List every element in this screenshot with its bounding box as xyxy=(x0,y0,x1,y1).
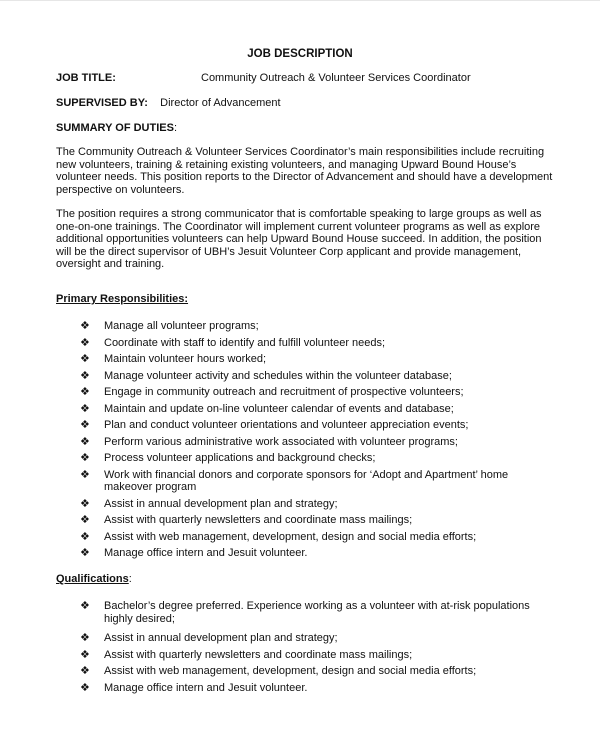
list-item: ❖ Work with financial donors and corporate sponsors for ‘Adopt and Apartment’ home makeover program xyxy=(80,467,509,493)
summary-colon: : xyxy=(173,122,178,134)
diamond-bullet-icon: ❖ xyxy=(80,467,90,481)
job-title-row xyxy=(56,72,116,85)
diamond-bullet-icon: ❖ xyxy=(80,352,90,365)
diamond-bullet-icon: ❖ xyxy=(80,599,90,612)
diamond-bullet-icon: ❖ xyxy=(80,418,90,431)
job-title-label: JOB TITLE: xyxy=(56,72,116,84)
diamond-bullet-icon: ❖ xyxy=(80,451,90,464)
list-item: ❖ Plan and conduct volunteer orientations and volunteer appreciation events; xyxy=(80,418,469,431)
diamond-bullet-icon: ❖ xyxy=(80,335,90,349)
supervised-by-value: Director of Advancement xyxy=(160,97,281,109)
list-item: ❖ Bachelor’s degree preferred. Experience working as a volunteer with at-risk populations highly desired; xyxy=(80,599,530,625)
diamond-bullet-icon: ❖ xyxy=(80,385,90,398)
list-item: ❖ Perform various administrative work associated with volunteer programs; xyxy=(80,434,458,448)
list-item: ❖ Assist with quarterly newsletters and coordinate mass mailings; xyxy=(80,647,413,661)
diamond-bullet-icon: ❖ xyxy=(80,546,90,559)
diamond-bullet-icon: ❖ xyxy=(80,434,90,448)
list-item: ❖ Maintain volunteer hours worked; xyxy=(80,352,267,365)
qualifications-colon: : xyxy=(128,573,132,585)
diamond-bullet-icon: ❖ xyxy=(80,319,90,332)
list-item: ❖ Manage all volunteer programs; xyxy=(80,319,259,332)
diamond-bullet-icon: ❖ xyxy=(80,496,90,510)
list-item: ❖ Assist with web management, development, design and social media efforts; xyxy=(80,664,477,677)
diamond-bullet-icon: ❖ xyxy=(80,368,90,382)
list-item: ❖ Maintain and update on-line volunteer calendar of events and database; xyxy=(80,401,454,415)
diamond-bullet-icon: ❖ xyxy=(80,631,90,644)
summary-paragraph-2: The position requires a strong communicator that is comfortable speaking to large groups as well as one-on-one trainings. The Coordinator will implement current volunteer programs as well as explore additional opportunities volunteers can help Upward Bound House succeed. In addition, the position will be the direct supervisor of UBH’s Jesuit Volunteer Corp applicant and provide management, oversight and training. xyxy=(56,208,542,270)
list-item: ❖ Assist in annual development plan and strategy; xyxy=(80,496,338,510)
job-title-value: Community Outreach & Volunteer Services Coordinator xyxy=(201,72,471,84)
document-title: JOB DESCRIPTION xyxy=(247,48,353,60)
list-item: ❖ Coordinate with staff to identify and fulfill volunteer needs; xyxy=(80,335,386,349)
list-item: ❖ Manage office intern and Jesuit volunteer. xyxy=(80,546,308,559)
summary-heading xyxy=(56,122,177,135)
responsibilities-heading-text: Primary Responsibilities: xyxy=(56,293,189,305)
diamond-bullet-icon: ❖ xyxy=(80,664,90,677)
diamond-bullet-icon: ❖ xyxy=(80,513,90,526)
supervised-by-label: SUPERVISED BY: xyxy=(56,97,148,109)
summary-label: SUMMARY OF DUTIES xyxy=(56,122,174,134)
list-item: ❖ Assist with web management, development, design and social media efforts; xyxy=(80,529,477,543)
supervised-by-row xyxy=(56,97,281,110)
qualifications-heading xyxy=(56,573,132,586)
list-item: ❖ Engage in community outreach and recruitment of prospective volunteers; xyxy=(80,385,464,398)
summary-paragraph-1: The Community Outreach & Volunteer Services Coordinator’s main responsibilities include recruiting new volunteers, training & retaining existing volunteers, and managing Upward Bound House’s volunteer needs. This position reports to the Director of Advancement and should have a development perspective on volunteers. xyxy=(56,146,553,196)
list-item: ❖ Manage office intern and Jesuit volunteer. xyxy=(80,680,308,694)
list-item: ❖ Assist with quarterly newsletters and coordinate mass mailings; xyxy=(80,513,413,526)
responsibilities-list xyxy=(0,320,556,564)
responsibilities-heading xyxy=(56,293,188,306)
qualifications-list xyxy=(0,600,556,698)
diamond-bullet-icon: ❖ xyxy=(80,529,90,543)
qualifications-heading-text: Qualifications xyxy=(56,573,129,585)
list-item: ❖ Process volunteer applications and background checks; xyxy=(80,451,376,464)
diamond-bullet-icon: ❖ xyxy=(80,647,90,661)
diamond-bullet-icon: ❖ xyxy=(80,401,90,415)
diamond-bullet-icon: ❖ xyxy=(80,680,90,694)
list-item: ❖ Manage volunteer activity and schedules within the volunteer database; xyxy=(80,368,452,382)
list-item: ❖ Assist in annual development plan and strategy; xyxy=(80,631,338,644)
